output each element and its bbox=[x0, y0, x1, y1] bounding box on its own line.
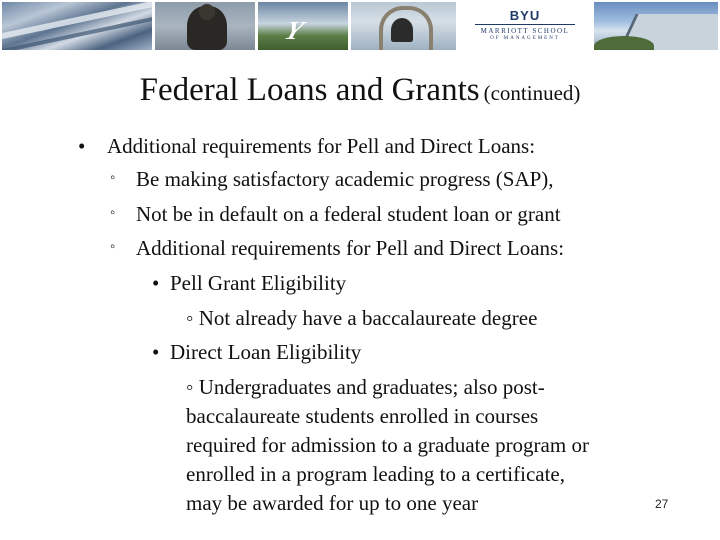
level4-bullet-item bbox=[186, 373, 545, 402]
banner-photo-bell bbox=[351, 2, 456, 50]
bullet-item bbox=[78, 132, 535, 161]
slide-title-main: Federal Loans and Grants bbox=[139, 72, 480, 108]
bullet-text-line: required for admission to a graduate program or bbox=[186, 433, 589, 457]
logo-school-line1: MARRIOTT SCHOOL bbox=[480, 27, 570, 35]
header-banner bbox=[0, 0, 720, 52]
bullet-marker: • bbox=[78, 134, 86, 158]
logo-school-line2: OF MANAGEMENT bbox=[490, 36, 560, 41]
bullet-text: Not be in default on a federal student loan or grant bbox=[136, 202, 561, 226]
bullet-text: Direct Loan Eligibility bbox=[170, 340, 362, 364]
bullet-text: Additional requirements for Pell and Direct Loans: bbox=[136, 236, 565, 260]
bullet-text-line: Undergraduates and graduates; also post- bbox=[198, 375, 545, 399]
sub-bullet-item bbox=[110, 165, 554, 194]
bullet-marker: • bbox=[152, 340, 160, 364]
bullet-marker: ◦ bbox=[186, 306, 194, 330]
bullet-continuation-line bbox=[186, 402, 538, 431]
bullet-text: Not already have a baccalaureate degree bbox=[198, 306, 538, 330]
sub-sub-bullet-item bbox=[152, 338, 361, 367]
bullet-text: Pell Grant Eligibility bbox=[170, 271, 347, 295]
bullet-marker: ◦ bbox=[186, 375, 194, 399]
bullet-continuation-line bbox=[186, 431, 589, 460]
sub-bullet-item bbox=[110, 200, 561, 229]
level4-bullet-item bbox=[186, 304, 537, 333]
bullet-text: Additional requirements for Pell and Direct Loans: bbox=[107, 134, 536, 158]
banner-photo-architecture bbox=[2, 2, 152, 50]
bullet-continuation-line bbox=[186, 489, 478, 518]
bullet-marker: ◦ bbox=[110, 205, 116, 221]
bullet-marker: ◦ bbox=[110, 170, 116, 186]
banner-photo-statue bbox=[155, 2, 255, 50]
slide-title bbox=[0, 72, 720, 109]
banner-photo-y-mountain: Y bbox=[258, 2, 348, 50]
bullet-continuation-line bbox=[186, 460, 565, 489]
bullet-marker: ◦ bbox=[110, 239, 116, 255]
byu-marriott-logo bbox=[460, 2, 590, 50]
bullet-text-line: baccalaureate students enrolled in courses bbox=[186, 404, 539, 428]
logo-byu-text: BYU bbox=[509, 8, 541, 23]
page-number: 27 bbox=[655, 497, 669, 511]
bullet-text: Be making satisfactory academic progress (SAP), bbox=[136, 167, 554, 191]
slide-title-suffix: (continued) bbox=[483, 81, 581, 105]
bullet-text-line: enrolled in a program leading to a certificate, bbox=[186, 462, 565, 486]
banner-photo-building bbox=[594, 2, 718, 50]
sub-sub-bullet-item bbox=[152, 269, 346, 298]
bullet-marker: • bbox=[152, 271, 160, 295]
sub-bullet-item bbox=[110, 234, 564, 263]
bullet-text-line: may be awarded for up to one year bbox=[186, 491, 479, 515]
